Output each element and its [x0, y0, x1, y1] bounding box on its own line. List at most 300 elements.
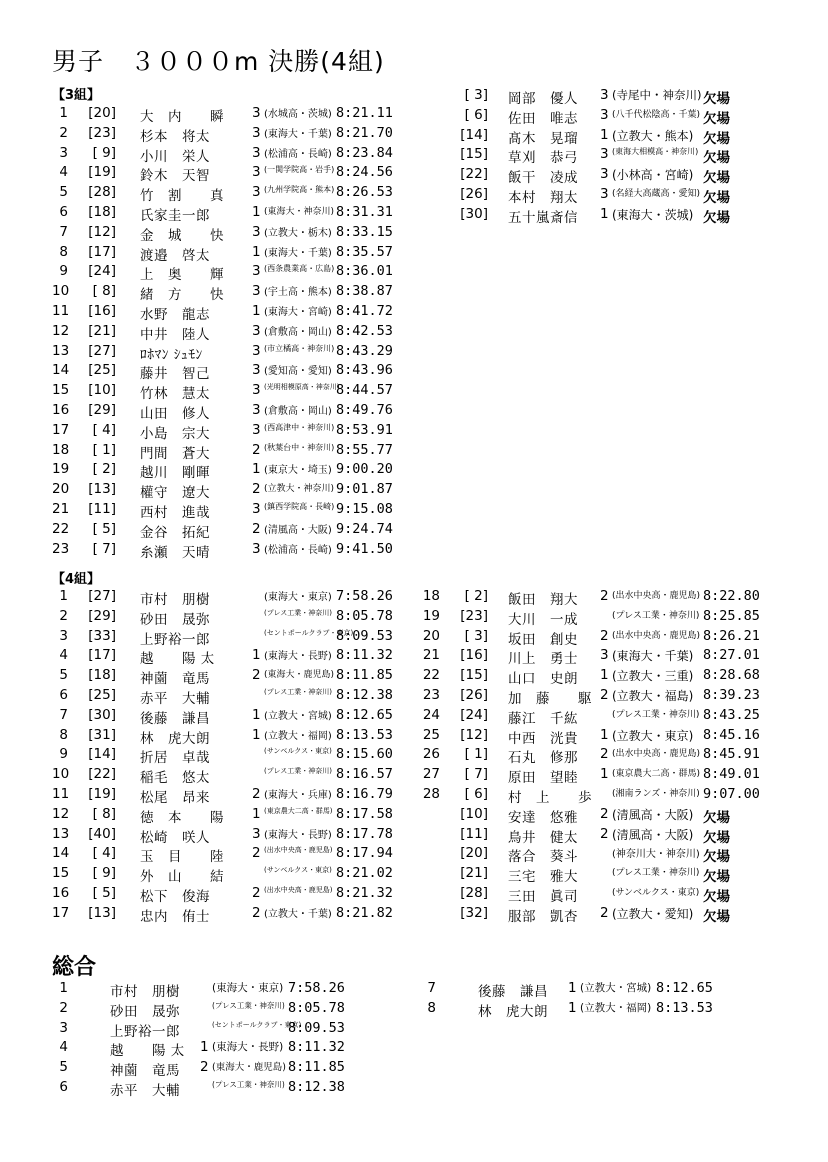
- time-cell: 8:39.23: [703, 686, 760, 703]
- grade-cell: 3: [600, 87, 609, 103]
- affiliation-cell: (東海大・長野): [264, 829, 332, 841]
- lane-cell: [29]: [88, 401, 116, 418]
- grade-cell: 2: [600, 627, 609, 644]
- athlete-name: 糸瀬 天晴: [140, 544, 210, 561]
- athlete-name: 竹 割 真: [140, 188, 224, 205]
- result-row: [52, 203, 412, 223]
- affiliation-cell: (神奈川大・神奈川): [612, 849, 700, 861]
- lane-cell: [30]: [460, 205, 488, 222]
- result-row: [52, 124, 412, 144]
- lane-cell: [26]: [460, 185, 488, 202]
- affiliation-cell: (出水中央高・鹿児島): [264, 846, 333, 855]
- rank-cell: 14: [52, 362, 70, 379]
- athlete-name: 玉 目 陸: [140, 849, 224, 866]
- lane-cell: [12]: [460, 726, 488, 743]
- grade-cell: 2: [252, 884, 261, 901]
- time-cell: 8:26.53: [336, 184, 393, 201]
- athlete-name: 渡邉 啓太: [140, 247, 210, 264]
- time-cell: 8:23.84: [336, 144, 393, 161]
- time-cell: 8:17.78: [336, 825, 393, 842]
- rank-cell: 15: [52, 382, 70, 399]
- affiliation-cell: (プレス工業・神奈川): [264, 767, 332, 776]
- affiliation-cell: (東海大相模高・神奈川): [612, 147, 699, 157]
- time-cell: 8:43.25: [703, 706, 760, 723]
- page-title: 男子 ３０００m 決勝(4組): [52, 47, 385, 76]
- athlete-name: 門間 蒼大: [140, 445, 210, 462]
- time-cell: 8:53.91: [336, 421, 393, 438]
- lane-cell: [23]: [88, 124, 116, 141]
- affiliation-cell: (東海大・鹿児島): [212, 1062, 286, 1074]
- lane-cell: [24]: [460, 706, 488, 723]
- time-cell: 9:41.50: [336, 540, 393, 557]
- result-row: [52, 1058, 412, 1078]
- athlete-name: 上 奥 輝: [140, 267, 224, 284]
- result-row: [52, 401, 412, 421]
- athlete-name: 上野裕一郎: [110, 1023, 180, 1040]
- affiliation-cell: (一関学院高・岩手): [264, 165, 335, 175]
- athlete-name: 市村 朋樹: [110, 984, 180, 1000]
- grade-cell: 2: [252, 481, 261, 498]
- time-cell: 8:21.82: [336, 904, 393, 921]
- rank-cell: 15: [52, 865, 70, 882]
- result-row: [420, 785, 800, 805]
- rank-cell: 23: [422, 686, 440, 703]
- rank-cell: 8: [427, 999, 436, 1016]
- grade-cell: 3: [600, 647, 609, 664]
- rank-cell: 2: [59, 607, 68, 624]
- time-cell: 欠場: [703, 829, 730, 846]
- time-cell: 8:09.53: [288, 1019, 345, 1036]
- result-row: [52, 302, 412, 322]
- affiliation-cell: (寺尾中・神奈川): [612, 88, 702, 102]
- rank-cell: 14: [52, 845, 70, 862]
- affiliation-cell: (出水中央高・鹿児島): [264, 885, 333, 894]
- athlete-name: 草刈 恭弓: [508, 150, 578, 167]
- affiliation-cell: (倉敷高・岡山): [264, 405, 332, 417]
- result-row: [420, 884, 800, 904]
- result-row: [420, 86, 800, 106]
- rank-cell: 10: [52, 766, 70, 783]
- time-cell: 9:07.00: [703, 785, 760, 802]
- lane-cell: [20]: [460, 845, 488, 862]
- affiliation-cell: (プレス工業・神奈川): [264, 687, 332, 696]
- result-row: [52, 765, 412, 785]
- time-cell: 8:17.58: [336, 805, 393, 822]
- lane-cell: [ 4]: [92, 421, 116, 438]
- time-cell: 8:11.32: [336, 647, 393, 664]
- time-cell: 8:24.56: [336, 164, 393, 181]
- lane-cell: [31]: [88, 726, 116, 743]
- time-cell: 8:26.21: [703, 627, 760, 644]
- result-row: [420, 805, 800, 825]
- rank-cell: 11: [52, 785, 70, 802]
- athlete-name: 越 陽 太: [140, 651, 215, 668]
- athlete-name: 外 山 結: [140, 869, 224, 886]
- athlete-name: 金 城 快: [140, 227, 224, 244]
- grade-cell: 2: [600, 805, 609, 822]
- grade-cell: 3: [252, 825, 261, 842]
- time-cell: 8:12.38: [336, 686, 393, 703]
- lane-cell: [28]: [460, 884, 488, 901]
- rank-cell: 5: [59, 184, 68, 201]
- affiliation-cell: (光明相模原高・神奈川): [264, 383, 340, 392]
- time-cell: 8:43.29: [336, 342, 393, 359]
- result-row: [420, 979, 800, 999]
- time-cell: 9:00.20: [336, 461, 393, 478]
- result-row: [52, 183, 412, 203]
- result-row: [52, 163, 412, 183]
- grade-cell: 3: [252, 401, 261, 418]
- result-row: [52, 480, 412, 500]
- grade-cell: 1: [600, 205, 609, 222]
- rank-cell: 1: [59, 980, 68, 996]
- athlete-name: 服部 凱杏: [508, 908, 578, 925]
- rank-cell: 18: [52, 441, 70, 458]
- grade-cell: 2: [600, 588, 609, 604]
- athlete-name: 安達 悠雅: [508, 809, 578, 826]
- rank-cell: 13: [52, 825, 70, 842]
- time-cell: 8:15.60: [336, 746, 393, 763]
- lane-cell: [ 3]: [464, 87, 488, 103]
- rank-cell: 6: [59, 203, 68, 220]
- lane-cell: [25]: [88, 686, 116, 703]
- affiliation-cell: (愛知高・愛知): [264, 366, 332, 378]
- lane-cell: [ 1]: [92, 441, 116, 458]
- time-cell: 8:05.78: [336, 607, 393, 624]
- affiliation-cell: (セントポールクラブ・東京): [264, 628, 354, 637]
- rank-cell: 6: [59, 1078, 68, 1095]
- lane-cell: [22]: [460, 166, 488, 183]
- affiliation-cell: (サンベルクス・東京): [612, 887, 700, 898]
- athlete-name: 市村 朋樹: [140, 592, 210, 608]
- result-row: [52, 825, 412, 845]
- affiliation-cell: (東京大・埼玉): [264, 465, 332, 477]
- affiliation-cell: (セントポールクラブ・東京): [212, 1020, 302, 1029]
- affiliation-cell: (市立橘高・神奈川): [264, 343, 335, 353]
- affiliation-cell: (東海大・鹿児島): [264, 670, 335, 681]
- affiliation-cell: (小林高・宮崎): [612, 168, 694, 183]
- affiliation-cell: (東京農大二高・群馬): [264, 806, 333, 815]
- grade-cell: 2: [600, 825, 609, 842]
- grade-cell: 2: [252, 904, 261, 921]
- rank-cell: 17: [52, 421, 70, 438]
- affiliation-cell: (プレス工業・神奈川): [612, 610, 700, 621]
- affiliation-cell: (立教大・栃木): [264, 227, 332, 239]
- athlete-name: 後藤 謙昌: [478, 984, 548, 1000]
- grade-cell: 1: [252, 243, 261, 260]
- grade-cell: 1: [200, 1039, 209, 1056]
- result-row: [52, 460, 412, 480]
- time-cell: 欠場: [703, 908, 730, 925]
- rank-cell: 16: [52, 884, 70, 901]
- result-row: [52, 726, 412, 746]
- athlete-name: 大川 一成: [508, 611, 578, 628]
- athlete-name: 杉本 将太: [140, 128, 210, 145]
- overall-right-list: [420, 979, 800, 1019]
- result-row: [420, 205, 800, 225]
- time-cell: 欠場: [703, 189, 730, 206]
- result-row: [420, 646, 800, 666]
- affiliation-cell: (立教大・宮城): [264, 710, 332, 722]
- grade-cell: 3: [252, 362, 261, 379]
- grade-cell: 3: [252, 164, 261, 181]
- result-row: [52, 864, 412, 884]
- lane-cell: [11]: [460, 825, 488, 842]
- affiliation-cell: (東海大・兵庫): [264, 789, 332, 801]
- rank-cell: 4: [59, 1039, 68, 1056]
- result-row: [52, 666, 412, 686]
- lane-cell: [15]: [460, 667, 488, 684]
- result-row: [420, 999, 800, 1019]
- lane-cell: [ 2]: [464, 588, 488, 604]
- lane-cell: [27]: [88, 588, 116, 604]
- affiliation-cell: (プレス工業・神奈川): [612, 868, 700, 879]
- time-cell: 7:58.26: [336, 588, 393, 604]
- result-row: [52, 361, 412, 381]
- lane-cell: [13]: [88, 904, 116, 921]
- heat4-right-list: [420, 587, 800, 924]
- heat3-right-list: [420, 86, 800, 225]
- athlete-name: 三宅 雅大: [508, 869, 578, 886]
- affiliation-cell: (東海大・長野): [212, 1041, 284, 1054]
- grade-cell: 3: [252, 382, 261, 399]
- result-row: [420, 686, 800, 706]
- athlete-name: 三田 眞司: [508, 888, 578, 905]
- grade-cell: 3: [252, 500, 261, 517]
- affiliation-cell: (秋葉台中・神奈川): [264, 442, 335, 452]
- lane-cell: [ 1]: [464, 746, 488, 763]
- rank-cell: 23: [52, 540, 70, 557]
- time-cell: 欠場: [703, 209, 730, 226]
- rank-cell: 12: [52, 322, 70, 339]
- athlete-name: 金谷 拓紀: [140, 524, 210, 541]
- time-cell: 8:44.57: [336, 382, 393, 399]
- rank-cell: 9: [59, 263, 68, 280]
- time-cell: 8:36.01: [336, 263, 393, 280]
- time-cell: 8:21.32: [336, 884, 393, 901]
- grade-cell: 3: [600, 166, 609, 183]
- result-row: [420, 706, 800, 726]
- time-cell: 8:49.01: [703, 766, 760, 783]
- result-row: [420, 627, 800, 647]
- athlete-name: 五十嵐斎信: [508, 209, 578, 226]
- time-cell: 8:16.79: [336, 785, 393, 802]
- affiliation-cell: (プレス工業・神奈川): [212, 1079, 285, 1089]
- time-cell: 8:21.70: [336, 124, 393, 141]
- time-cell: 8:55.77: [336, 441, 393, 458]
- result-row: [52, 144, 412, 164]
- athlete-name: 川上 勇士: [508, 651, 578, 668]
- lane-cell: [ 9]: [92, 144, 116, 161]
- affiliation-cell: (東海大・千葉): [264, 247, 332, 259]
- time-cell: 8:16.57: [336, 766, 393, 783]
- rank-cell: 7: [59, 223, 68, 240]
- rank-cell: 5: [59, 1059, 68, 1076]
- rank-cell: 7: [59, 706, 68, 723]
- result-row: [52, 686, 412, 706]
- time-cell: 9:15.08: [336, 500, 393, 517]
- lane-cell: [40]: [88, 825, 116, 842]
- lane-cell: [12]: [88, 223, 116, 240]
- rank-cell: 21: [422, 647, 440, 664]
- time-cell: 8:05.78: [288, 999, 345, 1016]
- athlete-name: 小島 宗大: [140, 425, 210, 442]
- lane-cell: [24]: [88, 263, 116, 280]
- grade-cell: 2: [252, 785, 261, 802]
- lane-cell: [ 6]: [464, 106, 488, 123]
- result-row: [52, 342, 412, 362]
- result-row: [52, 322, 412, 342]
- rank-cell: 4: [59, 164, 68, 181]
- time-cell: 8:25.85: [703, 607, 760, 624]
- athlete-name: 髙木 晃瑠: [508, 130, 578, 147]
- grade-cell: 3: [252, 223, 261, 240]
- athlete-name: 本村 翔太: [508, 189, 578, 206]
- grade-cell: 1: [252, 461, 261, 478]
- grade-cell: 3: [252, 144, 261, 161]
- time-cell: 欠場: [703, 849, 730, 866]
- lane-cell: [ 8]: [92, 805, 116, 822]
- athlete-name: 村 上 歩: [508, 789, 592, 806]
- result-row: [52, 1019, 412, 1039]
- grade-cell: 2: [600, 686, 609, 703]
- rank-cell: 19: [422, 607, 440, 624]
- affiliation-cell: (東海大・東京): [212, 982, 284, 994]
- time-cell: 8:35.57: [336, 243, 393, 260]
- lane-cell: [14]: [460, 126, 488, 143]
- grade-cell: 3: [600, 146, 609, 163]
- result-row: [52, 441, 412, 461]
- rank-cell: 13: [52, 342, 70, 359]
- grade-cell: 1: [600, 726, 609, 743]
- athlete-name: 山口 史朗: [508, 671, 578, 688]
- lane-cell: [ 5]: [92, 520, 116, 537]
- lane-cell: [15]: [460, 146, 488, 163]
- athlete-name: 水野 龍志: [140, 306, 210, 323]
- result-row: [52, 243, 412, 263]
- affiliation-cell: (松浦高・長崎): [264, 148, 332, 160]
- grade-cell: 1: [252, 647, 261, 664]
- rank-cell: 22: [52, 520, 70, 537]
- athlete-name: 岡部 優人: [508, 91, 578, 107]
- result-row: [52, 500, 412, 520]
- time-cell: 8:27.01: [703, 647, 760, 664]
- heat4-label: 【4組】: [52, 572, 101, 587]
- rank-cell: 8: [59, 243, 68, 260]
- lane-cell: [30]: [88, 706, 116, 723]
- rank-cell: 1: [59, 588, 68, 604]
- affiliation-cell: (九州学院高・熊本): [264, 185, 335, 195]
- result-row: [52, 805, 412, 825]
- time-cell: 8:13.53: [656, 999, 713, 1016]
- result-row: [420, 765, 800, 785]
- heat3-label: 【3組】: [52, 88, 101, 103]
- affiliation-cell: (清風高・大阪): [612, 807, 694, 822]
- result-row: [420, 844, 800, 864]
- lane-cell: [25]: [88, 362, 116, 379]
- athlete-name: 氏家圭一郎: [140, 207, 210, 224]
- result-row: [52, 785, 412, 805]
- result-row: [52, 884, 412, 904]
- athlete-name: 加 藤 駆: [508, 690, 592, 707]
- grade-cell: 3: [252, 263, 261, 280]
- overall-left-list: [52, 979, 412, 1098]
- result-row: [52, 646, 412, 666]
- lane-cell: [ 7]: [464, 766, 488, 783]
- grade-cell: 3: [252, 540, 261, 557]
- lane-cell: [33]: [88, 627, 116, 644]
- affiliation-cell: (立教大・熊本): [612, 128, 694, 143]
- affiliation-cell: (松浦高・長崎): [264, 544, 332, 556]
- time-cell: 8:12.65: [656, 980, 713, 996]
- rank-cell: 9: [59, 746, 68, 763]
- affiliation-cell: (プレス工業・神奈川): [212, 1000, 285, 1010]
- affiliation-cell: (鎮西学院高・長崎): [264, 501, 335, 511]
- rank-cell: 28: [422, 785, 440, 802]
- result-row: [420, 185, 800, 205]
- lane-cell: [10]: [88, 382, 116, 399]
- rank-cell: 24: [422, 706, 440, 723]
- affiliation-cell: (サンベルクス・東京): [264, 866, 332, 875]
- time-cell: 8:38.87: [336, 283, 393, 300]
- lane-cell: [27]: [88, 342, 116, 359]
- lane-cell: [26]: [460, 686, 488, 703]
- time-cell: 8:49.76: [336, 401, 393, 418]
- time-cell: 8:45.16: [703, 726, 760, 743]
- rank-cell: 4: [59, 647, 68, 664]
- grade-cell: 3: [252, 342, 261, 359]
- affiliation-cell: (清風高・大阪): [612, 827, 694, 842]
- time-cell: 8:11.32: [288, 1039, 345, 1056]
- lane-cell: [ 6]: [464, 785, 488, 802]
- affiliation-cell: (東海大・茨城): [612, 207, 694, 222]
- lane-cell: [ 4]: [92, 845, 116, 862]
- grade-cell: 1: [568, 999, 577, 1016]
- grade-cell: 3: [252, 105, 261, 121]
- rank-cell: 1: [59, 105, 68, 121]
- grade-cell: 2: [252, 667, 261, 684]
- grade-cell: 3: [600, 106, 609, 123]
- athlete-name: 小川 栄人: [140, 148, 210, 165]
- grade-cell: 1: [252, 302, 261, 319]
- time-cell: 欠場: [703, 130, 730, 147]
- grade-cell: 1: [568, 980, 577, 996]
- time-cell: 9:01.87: [336, 481, 393, 498]
- grade-cell: 1: [600, 126, 609, 143]
- athlete-name: ﾛﾎﾏﾝ ｼｭﾓﾝ: [140, 346, 203, 363]
- athlete-name: 上野裕一郎: [140, 631, 210, 648]
- affiliation-cell: (サンベルクス・東京): [264, 747, 332, 756]
- rank-cell: 20: [422, 627, 440, 644]
- result-row: [52, 520, 412, 540]
- athlete-name: 後藤 謙昌: [140, 710, 210, 727]
- time-cell: 8:41.72: [336, 302, 393, 319]
- lane-cell: [21]: [88, 322, 116, 339]
- grade-cell: 2: [252, 441, 261, 458]
- lane-cell: [19]: [88, 164, 116, 181]
- affiliation-cell: (東京農大二高・群馬): [612, 769, 701, 780]
- rank-cell: 20: [52, 481, 70, 498]
- lane-cell: [ 3]: [464, 627, 488, 644]
- rank-cell: 3: [59, 144, 68, 161]
- affiliation-cell: (立教大・千葉): [264, 908, 332, 920]
- affiliation-cell: (東海大・東京): [264, 592, 332, 603]
- affiliation-cell: (立教大・神奈川): [264, 484, 335, 495]
- rank-cell: 16: [52, 401, 70, 418]
- lane-cell: [ 2]: [92, 461, 116, 478]
- rank-cell: 26: [422, 746, 440, 763]
- affiliation-cell: (西条農業高・広島): [264, 264, 335, 274]
